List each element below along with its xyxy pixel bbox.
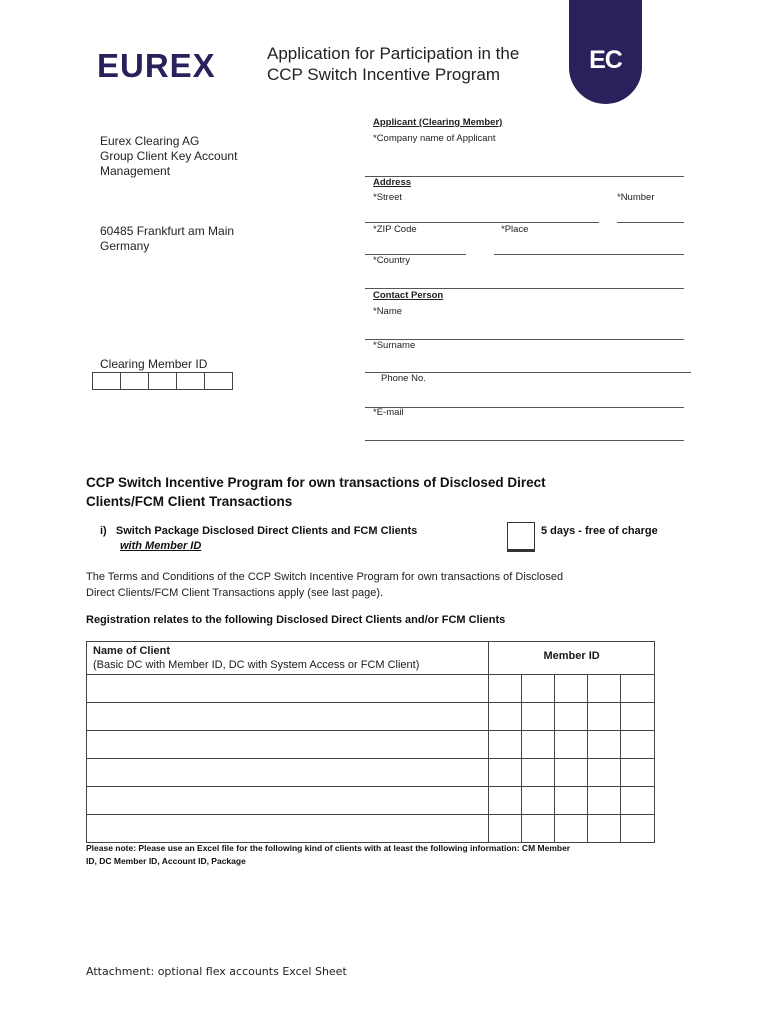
table-row [87, 759, 655, 787]
member-id-cell[interactable] [621, 759, 655, 787]
document-title [267, 43, 567, 85]
place-field[interactable] [494, 254, 684, 255]
excel-note-line2: ID, DC Member ID, Account ID, Package [86, 856, 246, 866]
id-digit-box[interactable] [121, 373, 149, 389]
contact-person-heading: Contact Person [373, 290, 444, 301]
option-sublabel: with Member ID [120, 540, 202, 552]
id-digit-box[interactable] [205, 373, 232, 389]
company-name-field[interactable] [365, 176, 684, 177]
id-digit-box[interactable] [149, 373, 177, 389]
member-id-cell[interactable] [621, 731, 655, 759]
member-id-cell[interactable] [588, 731, 621, 759]
member-id-cell[interactable] [522, 731, 555, 759]
eurex-logo: EUREX [97, 47, 216, 84]
member-id-cell[interactable] [555, 675, 588, 703]
member-id-header: Member ID [489, 642, 655, 675]
member-id-cell[interactable] [522, 675, 555, 703]
document-title-line2: CCP Switch Incentive Program [267, 65, 501, 84]
program-heading [86, 473, 646, 511]
address-heading: Address [373, 177, 412, 188]
recipient-line1: Eurex Clearing AG [100, 134, 200, 148]
attachment-note: Attachment: optional flex accounts Excel Sheet [86, 965, 347, 978]
id-digit-box[interactable] [177, 373, 205, 389]
member-id-cell[interactable] [522, 703, 555, 731]
member-id-cell[interactable] [621, 675, 655, 703]
member-id-cell[interactable] [489, 759, 522, 787]
member-id-cell[interactable] [522, 815, 555, 843]
company-name-label: *Company name of Applicant [373, 133, 496, 144]
street-field[interactable] [365, 222, 599, 223]
member-id-cell[interactable] [621, 815, 655, 843]
email-field[interactable] [365, 440, 684, 441]
phone-field[interactable] [365, 407, 684, 408]
recipient-city-block [100, 224, 234, 254]
number-field[interactable] [617, 222, 684, 223]
member-id-cell[interactable] [621, 787, 655, 815]
member-id-cell[interactable] [489, 675, 522, 703]
member-id-cell[interactable] [588, 787, 621, 815]
applicant-heading: Applicant (Clearing Member) [373, 117, 503, 128]
name-label: *Name [373, 306, 403, 317]
recipient-name-block [100, 134, 237, 179]
clearing-member-id-label: Clearing Member ID [100, 357, 208, 371]
name-of-client-header [87, 642, 489, 675]
surname-label: *Surname [373, 340, 416, 351]
member-id-cell[interactable] [489, 787, 522, 815]
zip-code-label: *ZIP Code [373, 224, 417, 235]
option-fee: 5 days - free of charge [541, 525, 658, 537]
terms-line1: The Terms and Conditions of the CCP Switch Incentive Program for own transactions of Disclosed [86, 571, 564, 583]
id-digit-box[interactable] [93, 373, 121, 389]
number-label: *Number [617, 192, 655, 203]
table-row [87, 731, 655, 759]
clearing-member-id-input[interactable] [92, 372, 233, 390]
email-label: *E-mail [373, 407, 404, 418]
recipient-city: 60485 Frankfurt am Main [100, 224, 235, 238]
terms-line2: Direct Clients/FCM Client Transactions apply (see last page). [86, 587, 384, 599]
client-table [86, 641, 655, 843]
member-id-cell[interactable] [588, 703, 621, 731]
street-label: *Street [373, 192, 403, 203]
member-id-cell[interactable] [522, 759, 555, 787]
member-id-cell[interactable] [588, 675, 621, 703]
client-name-cell[interactable] [87, 731, 489, 759]
terms-text [86, 569, 666, 601]
switch-package-checkbox[interactable] [507, 522, 535, 552]
option-label: i) Switch Package Disclosed Direct Clients and FCM Clients [100, 525, 418, 537]
excel-note [86, 842, 686, 868]
client-name-cell[interactable] [87, 759, 489, 787]
member-id-cell[interactable] [522, 787, 555, 815]
client-name-cell[interactable] [87, 703, 489, 731]
client-name-cell[interactable] [87, 675, 489, 703]
switch-package-option [100, 524, 417, 554]
document-title-line1: Application for Participation in the [267, 44, 520, 63]
table-row [87, 815, 655, 843]
phone-label: Phone No. [381, 373, 426, 384]
excel-note-line1: Please note: Please use an Excel file for the following kind of clients with at least the following information: CM Member [86, 843, 571, 853]
member-id-cell[interactable] [555, 787, 588, 815]
badge-text: EC [589, 46, 622, 74]
table-row [87, 787, 655, 815]
table-row [87, 703, 655, 731]
member-id-cell[interactable] [555, 703, 588, 731]
member-id-cell[interactable] [489, 815, 522, 843]
client-name-cell[interactable] [87, 815, 489, 843]
recipient-country: Germany [100, 239, 150, 253]
recipient-line3: Management [100, 164, 171, 178]
registration-heading: Registration relates to the following Disclosed Direct Clients and/or FCM Clients [86, 614, 506, 626]
member-id-cell[interactable] [621, 703, 655, 731]
table-row [87, 675, 655, 703]
member-id-cell[interactable] [588, 815, 621, 843]
name-header-label: Name of Client [93, 645, 171, 657]
member-id-cell[interactable] [489, 703, 522, 731]
member-id-cell[interactable] [588, 759, 621, 787]
program-heading-line2: Clients/FCM Client Transactions [86, 494, 293, 509]
eurex-clearing-badge [569, 0, 642, 104]
client-name-cell[interactable] [87, 787, 489, 815]
recipient-line2: Group Client Key Account [100, 149, 238, 163]
table-header-row [87, 642, 655, 675]
name-header-sublabel: (Basic DC with Member ID, DC with System Access or FCM Client) [93, 659, 420, 671]
member-id-cell[interactable] [489, 731, 522, 759]
country-label: *Country [373, 255, 410, 266]
member-id-cell[interactable] [555, 815, 588, 843]
place-label: *Place [501, 224, 529, 235]
country-field[interactable] [365, 288, 684, 289]
program-heading-line1: CCP Switch Incentive Program for own transactions of Disclosed Direct [86, 475, 546, 490]
member-id-cell[interactable] [555, 759, 588, 787]
member-id-cell[interactable] [555, 731, 588, 759]
